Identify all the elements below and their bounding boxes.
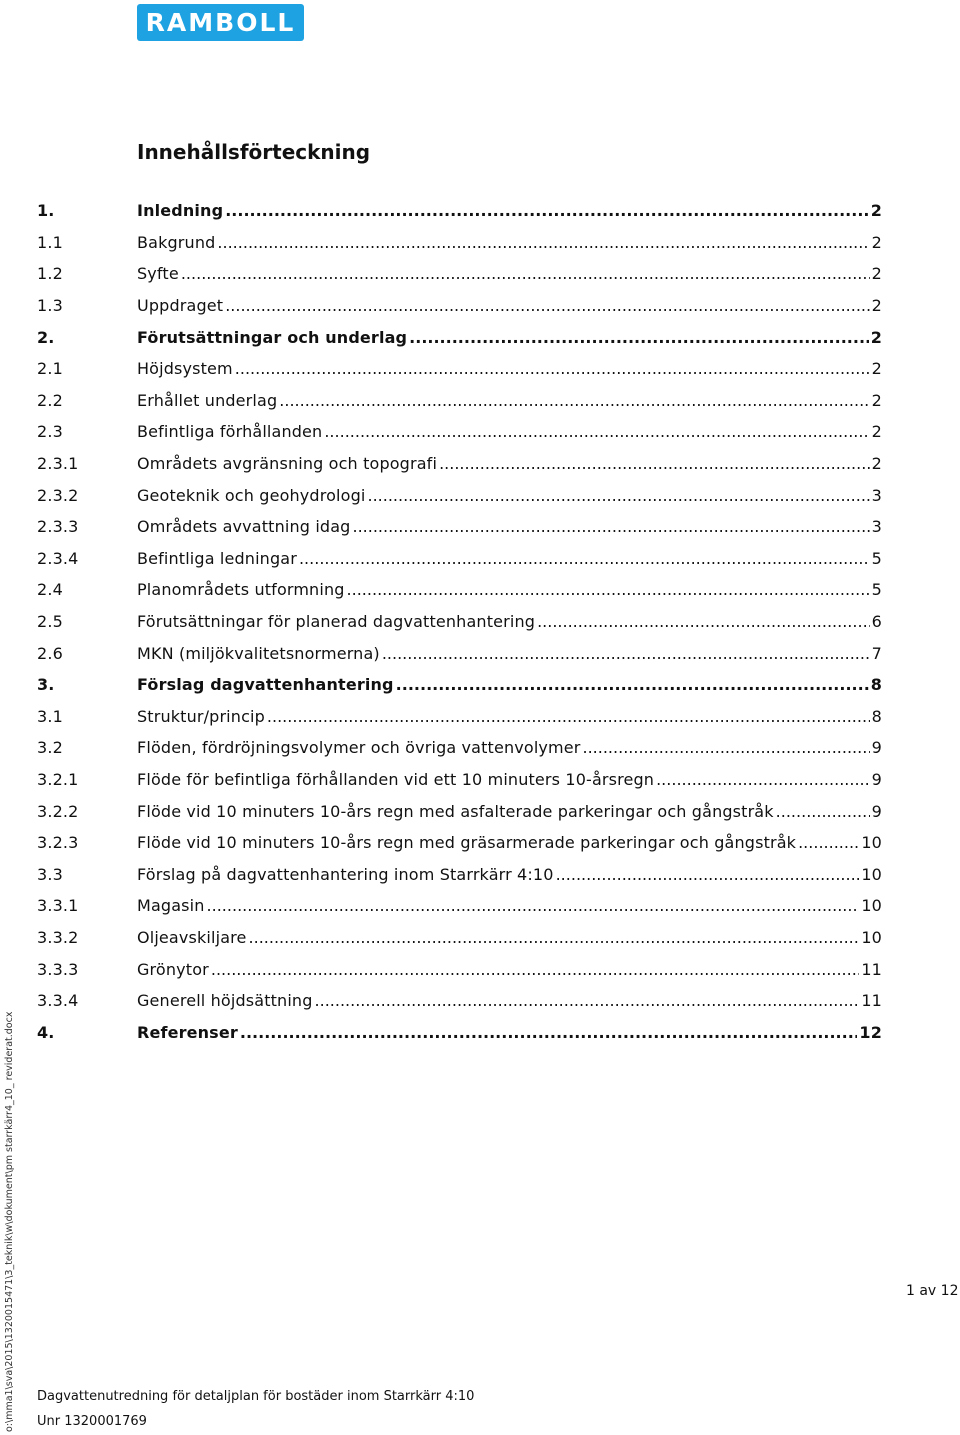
toc-entry-page: 9 xyxy=(871,801,882,821)
toc-entry-page: 2 xyxy=(870,327,882,347)
toc-entry-title: Flöden, fördröjningsvolymer och övriga vattenvolymer xyxy=(137,738,581,758)
toc-leader-dots xyxy=(382,644,870,663)
footer-document-title: Dagvattenutredning för detaljplan för bostäder inom Starrkärr 4:10 xyxy=(37,1389,475,1404)
toc-entry[interactable] xyxy=(37,511,882,543)
toc-entry-title: Uppdraget xyxy=(137,296,224,316)
toc-entry-page: 10 xyxy=(861,927,882,947)
toc-entry-title: Flöde vid 10 minuters 10-års regn med asfalterade parkeringar och gångstråk xyxy=(137,801,774,821)
toc-entry[interactable] xyxy=(37,353,882,385)
toc-leader-dots xyxy=(439,454,870,473)
toc-leader-dots xyxy=(583,738,870,757)
toc-entry[interactable] xyxy=(37,227,882,259)
toc-entry-page: 2 xyxy=(871,422,882,442)
toc-leader-dots xyxy=(396,675,869,694)
toc-entry-title: Flöde för befintliga förhållanden vid ett 10 minuters 10-årsregn xyxy=(137,769,655,789)
toc-entry-page: 11 xyxy=(861,991,882,1011)
toc-entry-title: Grönytor xyxy=(137,959,209,979)
toc-entry[interactable] xyxy=(37,701,882,733)
toc-entry-title: Befintliga ledningar xyxy=(137,548,297,568)
toc-entry[interactable] xyxy=(37,795,882,827)
toc-entry-number: 3.2 xyxy=(37,738,63,758)
toc-entry[interactable] xyxy=(37,258,882,290)
toc-entry[interactable] xyxy=(37,1016,882,1048)
toc-entry-number: 3.3.3 xyxy=(37,959,79,979)
toc-entry[interactable] xyxy=(37,574,882,606)
toc-leader-dots xyxy=(352,517,869,536)
toc-entry-title: Områdets avgränsning och topografi xyxy=(137,454,438,474)
toc-entry-number: 2. xyxy=(37,327,55,347)
toc-entry-number: 1. xyxy=(37,201,55,221)
toc-entry-page: 2 xyxy=(871,296,882,316)
toc-entry-number: 2.4 xyxy=(37,580,63,600)
toc-entry[interactable] xyxy=(37,448,882,480)
toc-entry-title: Referenser xyxy=(137,1022,238,1042)
toc-entry-number: 2.5 xyxy=(37,612,63,632)
toc-entry[interactable] xyxy=(37,827,882,859)
toc-leader-dots xyxy=(656,770,870,789)
toc-entry-page: 8 xyxy=(870,675,882,695)
toc-leader-dots xyxy=(211,960,859,979)
table-of-contents xyxy=(37,195,882,1048)
toc-entry[interactable] xyxy=(37,890,882,922)
toc-entry[interactable] xyxy=(37,195,882,227)
toc-entry-title: Områdets avvattning idag xyxy=(137,517,351,537)
toc-leader-dots xyxy=(409,328,869,347)
toc-leader-dots xyxy=(776,802,870,821)
toc-entry[interactable] xyxy=(37,479,882,511)
toc-entry-page: 3 xyxy=(871,485,882,505)
toc-entry-page: 2 xyxy=(871,454,882,474)
toc-entry-title: Geoteknik och geohydrologi xyxy=(137,485,366,505)
toc-leader-dots xyxy=(225,296,869,315)
toc-entry-page: 9 xyxy=(871,738,882,758)
toc-entry-title: Generell höjdsättning xyxy=(137,991,313,1011)
toc-entry-title: Bakgrund xyxy=(137,232,216,252)
toc-leader-dots xyxy=(181,264,870,283)
toc-entry-number: 3.3.2 xyxy=(37,927,79,947)
toc-entry-title: Förslag på dagvattenhantering inom Starrkärr 4:10 xyxy=(137,864,554,884)
toc-entry-number: 3.2.3 xyxy=(37,833,79,853)
toc-leader-dots xyxy=(279,391,869,410)
toc-entry-page: 11 xyxy=(861,959,882,979)
toc-leader-dots xyxy=(267,707,870,726)
toc-entry-page: 2 xyxy=(871,390,882,410)
toc-entry-page: 2 xyxy=(870,201,882,221)
toc-entry[interactable] xyxy=(37,669,882,701)
toc-entry[interactable] xyxy=(37,637,882,669)
toc-entry[interactable] xyxy=(37,985,882,1017)
toc-entry-title: Flöde vid 10 minuters 10-års regn med gräsarmerade parkeringar och gångstråk xyxy=(137,833,797,853)
toc-leader-dots xyxy=(299,549,870,568)
file-path-margin: o:\mma1\sva\2015\1320015471\3_teknik\w\dokument\pm starrkärr4_10_ reviderat.docx xyxy=(4,1011,15,1432)
toc-entry-title: Höjdsystem xyxy=(137,359,233,379)
toc-entry[interactable] xyxy=(37,858,882,890)
toc-entry-number: 3.3.4 xyxy=(37,991,79,1011)
toc-entry-page: 12 xyxy=(859,1022,882,1042)
toc-entry-page: 3 xyxy=(871,517,882,537)
toc-entry-page: 9 xyxy=(871,769,882,789)
toc-entry[interactable] xyxy=(37,543,882,575)
toc-entry[interactable] xyxy=(37,290,882,322)
toc-entry[interactable] xyxy=(37,416,882,448)
toc-entry-number: 2.3.1 xyxy=(37,454,79,474)
toc-leader-dots xyxy=(207,896,860,915)
toc-leader-dots xyxy=(367,486,869,505)
toc-entry-number: 3. xyxy=(37,675,55,695)
toc-entry-number: 3.2.2 xyxy=(37,801,79,821)
toc-leader-dots xyxy=(217,233,869,252)
toc-entry-number: 3.1 xyxy=(37,706,63,726)
toc-entry-title: Befintliga förhållanden xyxy=(137,422,323,442)
toc-entry-title: MKN (miljökvalitetsnormerna) xyxy=(137,643,380,663)
toc-entry[interactable] xyxy=(37,732,882,764)
toc-entry-number: 2.3.4 xyxy=(37,548,79,568)
toc-entry-number: 1.3 xyxy=(37,296,63,316)
toc-entry-number: 3.2.1 xyxy=(37,769,79,789)
toc-entry-title: Inledning xyxy=(137,201,224,221)
toc-entry[interactable] xyxy=(37,922,882,954)
toc-entry-page: 5 xyxy=(871,548,882,568)
toc-leader-dots xyxy=(240,1023,858,1042)
toc-entry[interactable] xyxy=(37,385,882,417)
toc-entry-number: 2.6 xyxy=(37,643,63,663)
toc-leader-dots xyxy=(347,580,870,599)
toc-entry-title: Planområdets utformning xyxy=(137,580,345,600)
toc-entry-page: 10 xyxy=(861,896,882,916)
toc-leader-dots xyxy=(235,359,870,378)
toc-entry-number: 3.3.1 xyxy=(37,896,79,916)
toc-entry-page: 2 xyxy=(871,232,882,252)
toc-entry-title: Förslag dagvattenhantering xyxy=(137,675,394,695)
toc-entry-page: 2 xyxy=(871,359,882,379)
toc-entry-page: 10 xyxy=(861,864,882,884)
toc-entry-number: 2.3.3 xyxy=(37,517,79,537)
toc-leader-dots xyxy=(798,833,859,852)
toc-leader-dots xyxy=(556,865,860,884)
toc-entry-title: Förutsättningar och underlag xyxy=(137,327,408,347)
toc-heading: Innehållsförteckning xyxy=(137,140,371,164)
toc-entry-page: 6 xyxy=(871,612,882,632)
toc-leader-dots xyxy=(249,928,860,947)
toc-entry-title: Oljeavskiljare xyxy=(137,927,247,947)
toc-entry-number: 2.2 xyxy=(37,390,63,410)
toc-entry-number: 2.3.2 xyxy=(37,485,79,505)
toc-entry-page: 8 xyxy=(871,706,882,726)
toc-entry-title: Struktur/princip xyxy=(137,706,265,726)
toc-entry[interactable] xyxy=(37,764,882,796)
footer-unr: Unr 1320001769 xyxy=(37,1414,147,1429)
toc-entry[interactable] xyxy=(37,321,882,353)
toc-entry-page: 7 xyxy=(871,643,882,663)
toc-entry-page: 2 xyxy=(871,264,882,284)
toc-entry-page: 10 xyxy=(861,833,882,853)
toc-entry-number: 4. xyxy=(37,1022,55,1042)
toc-entry-title: Erhållet underlag xyxy=(137,390,278,410)
toc-entry-number: 1.1 xyxy=(37,232,63,252)
page-counter: 1 av 12 xyxy=(906,1283,959,1299)
toc-entry-number: 1.2 xyxy=(37,264,63,284)
toc-entry-number: 3.3 xyxy=(37,864,63,884)
toc-entry-page: 5 xyxy=(871,580,882,600)
toc-entry[interactable] xyxy=(37,606,882,638)
toc-leader-dots xyxy=(537,612,870,631)
toc-entry[interactable] xyxy=(37,953,882,985)
toc-entry-title: Förutsättningar för planerad dagvattenhantering xyxy=(137,612,536,632)
ramboll-logo: RAMBOLL xyxy=(137,4,304,41)
toc-entry-number: 2.3 xyxy=(37,422,63,442)
toc-entry-title: Magasin xyxy=(137,896,205,916)
toc-leader-dots xyxy=(315,991,860,1010)
toc-leader-dots xyxy=(225,201,869,220)
toc-entry-title: Syfte xyxy=(137,264,179,284)
toc-leader-dots xyxy=(324,422,869,441)
toc-entry-number: 2.1 xyxy=(37,359,63,379)
